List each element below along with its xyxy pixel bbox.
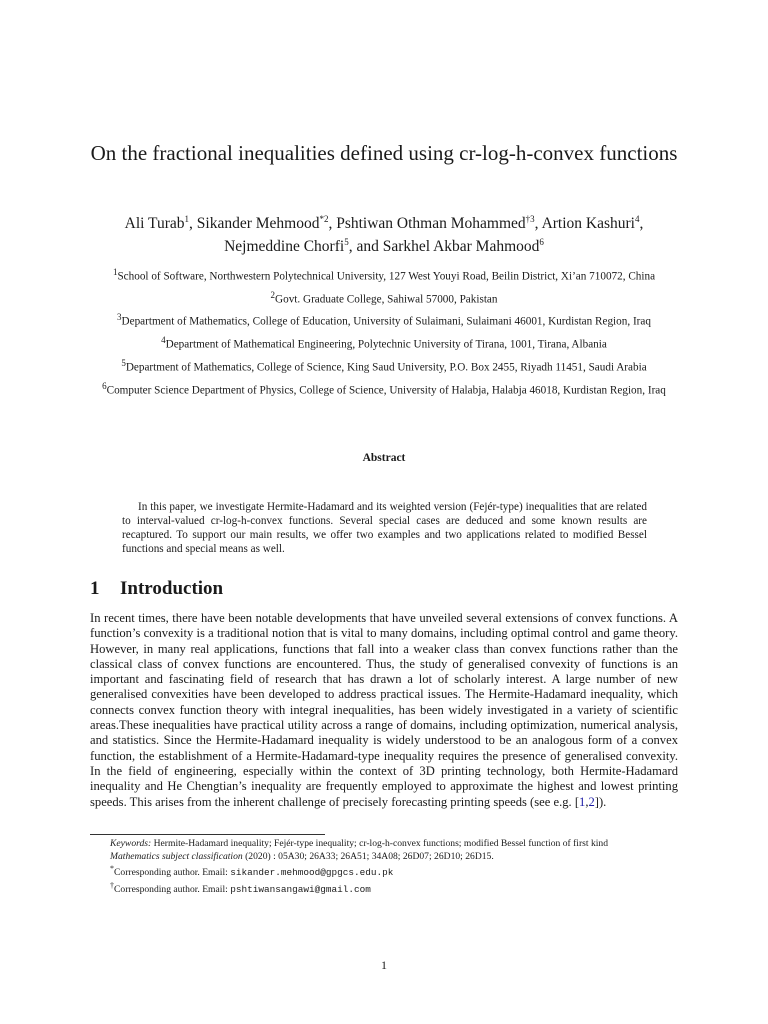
citation-link-1[interactable]: 1 [579, 794, 586, 809]
author-name: Sarkhel Akbar Mahmood [382, 238, 540, 256]
affiliation-text: School of Software, Northwestern Polytechnical University, 127 West Youyi Road, Beilin District, Xi’an 710072, China [117, 270, 656, 283]
author-name: Pshtiwan Othman Mohammed [336, 215, 526, 233]
footnote-marker: * [110, 864, 114, 874]
keywords-label: Keywords: [110, 838, 152, 849]
section-number: 1 [90, 578, 100, 599]
footnote-text: Corresponding author. Email: [114, 884, 228, 896]
affiliation [90, 377, 678, 400]
author-list: Ali Turab$^1$, Sikander Mehmood$^{*2}$, Pshtiwan Othman Mohammed$^{\dagger 3}$, Artion Kashuri$^4$, Nejmeddine Chorfi$^5$, and Sarkhel Akbar Mahmood$^6$ [124, 214, 644, 256]
introduction-paragraph [90, 611, 678, 810]
page-number: 1 [381, 958, 387, 972]
affiliation-marker: 4 [161, 335, 166, 346]
citation-separator: , [585, 794, 589, 809]
keywords-text: Hermite-Hadamard inequality; Fejér-type inequality; cr-log-h-convex functions; modified Bessel function of first kind [153, 838, 609, 849]
msc-footnote [90, 851, 678, 864]
paper-title: On the fractional inequalities defined using cr-log-h-convex functions [90, 141, 678, 165]
footnotes [90, 838, 678, 897]
affiliation-text: Department of Mathematics, College of Science, King Saud University, P.O. Box 2455, Riyadh 11451, Saudi Arabia [125, 361, 647, 374]
msc-text: (2020) : 05A30; 26A33; 26A51; 34A08; 26D07; 26D10; 26D15. [245, 850, 494, 862]
corresponding-author-1 [90, 863, 678, 880]
affiliation-text: Computer Science Department of Physics, College of Science, University of Halabja, Halabja 46018, Kurdistan Region, Iraq [106, 384, 666, 397]
footnote-text: Corresponding author. Email: [114, 867, 228, 879]
abstract-text: In this paper, we investigate Hermite-Hadamard and its weighted version (Fejér-type) inequalities that are related to interval-valued cr-log-h-convex functions. Several special cases are deduced and some known results are recaptured. To support our main results, we offer two examples and two applications related to modified Bessel functions and special means as well. [122, 501, 647, 555]
keywords-footnote [90, 838, 678, 851]
affiliation [90, 286, 678, 309]
paragraph-text: In recent times, there have been notable developments that have unveiled several extensions of convex functions. A function’s convexity is a traditional notion that is vital to many domains, including optimal control and game theory. However, in many real applications, functions that fall into a weaker class than convex functions rather than the classical class of convex functions are encountered. Thus, the study of generalised convexity of functions is an important and fascinating field of research that has drawn a lot of scholarly interest. A large number of new generalised convexities have been developed to address practical issues. The Hermite-Hadamard inequality, which connects convex function theory with integral inequalities, has been widely investigated in a variety of scientific areas.These inequalities have practical utility across a range of domains, including optimization, numerical analysis, and statistics. Since the Hermite-Hadamard inequality is widely understood to be an analogous form of a convex function, the establishment of a Hermite-Hadamard-type inequality requires the presence of generalised convexity. In the field of engineering, especially within the context of 3D printing technology, both Hermite-Hadamard inequality and He Chengtian’s inequality are frequently employed to approximate the highest and lowest printing speeds. This arises from the inherent challenge of precisely forecasting printing speeds (see e.g. [90, 611, 678, 809]
section-title: Introduction [120, 578, 224, 599]
abstract-heading: Abstract [362, 452, 406, 464]
corresponding-author-2 [90, 880, 678, 897]
section-heading [90, 578, 223, 600]
author-marker: 4 [634, 214, 640, 224]
author-marker: 6 [539, 237, 544, 248]
affiliation-list [90, 263, 678, 399]
author-name: Artion Kashuri [541, 215, 635, 233]
author-marker: 5 [344, 237, 349, 248]
affiliation-text: Department of Mathematics, College of Education, University of Sulaimani, Sulaimani 46001, Kurdistan Region, Iraq [121, 316, 651, 329]
footnote-marker: † [110, 880, 114, 890]
email-link[interactable]: pshtiwansangawi@gmail.com [230, 884, 371, 896]
paragraph-end: ). [598, 794, 607, 809]
author-name: Ali Turab [124, 215, 185, 233]
affiliation-text: Govt. Graduate College, Sahiwal 57000, Pakistan [275, 293, 498, 306]
author-name: Nejmeddine Chorfi [224, 238, 345, 256]
affiliation-marker: 1 [112, 267, 118, 277]
affiliation [90, 354, 678, 377]
affiliation-text: Department of Mathematical Engineering, Polytechnic University of Tirana, 1001, Tirana, Albania [165, 338, 607, 351]
author-conjunction: and [356, 238, 379, 256]
affiliation-marker: 3 [117, 312, 122, 323]
affiliation [90, 263, 678, 286]
citation-link-2[interactable]: 2 [588, 794, 595, 809]
affiliation [90, 331, 678, 354]
affiliation [90, 308, 678, 331]
affiliation-marker: 6 [102, 380, 107, 391]
author-marker: 1 [184, 214, 190, 224]
author-marker: *2 [319, 214, 329, 224]
affiliation-marker: 5 [121, 357, 126, 368]
footnote-rule [90, 834, 325, 835]
affiliation-marker: 2 [270, 289, 276, 300]
email-link[interactable]: sikander.mehmood@gpgcs.edu.pk [230, 867, 394, 879]
citation-bracket: ] [594, 794, 599, 809]
author-name: Sikander Mehmood [196, 215, 320, 233]
citation-bracket: [ [574, 794, 580, 809]
author-marker: †3 [525, 214, 535, 224]
msc-label: Mathematics subject classification [110, 850, 243, 862]
